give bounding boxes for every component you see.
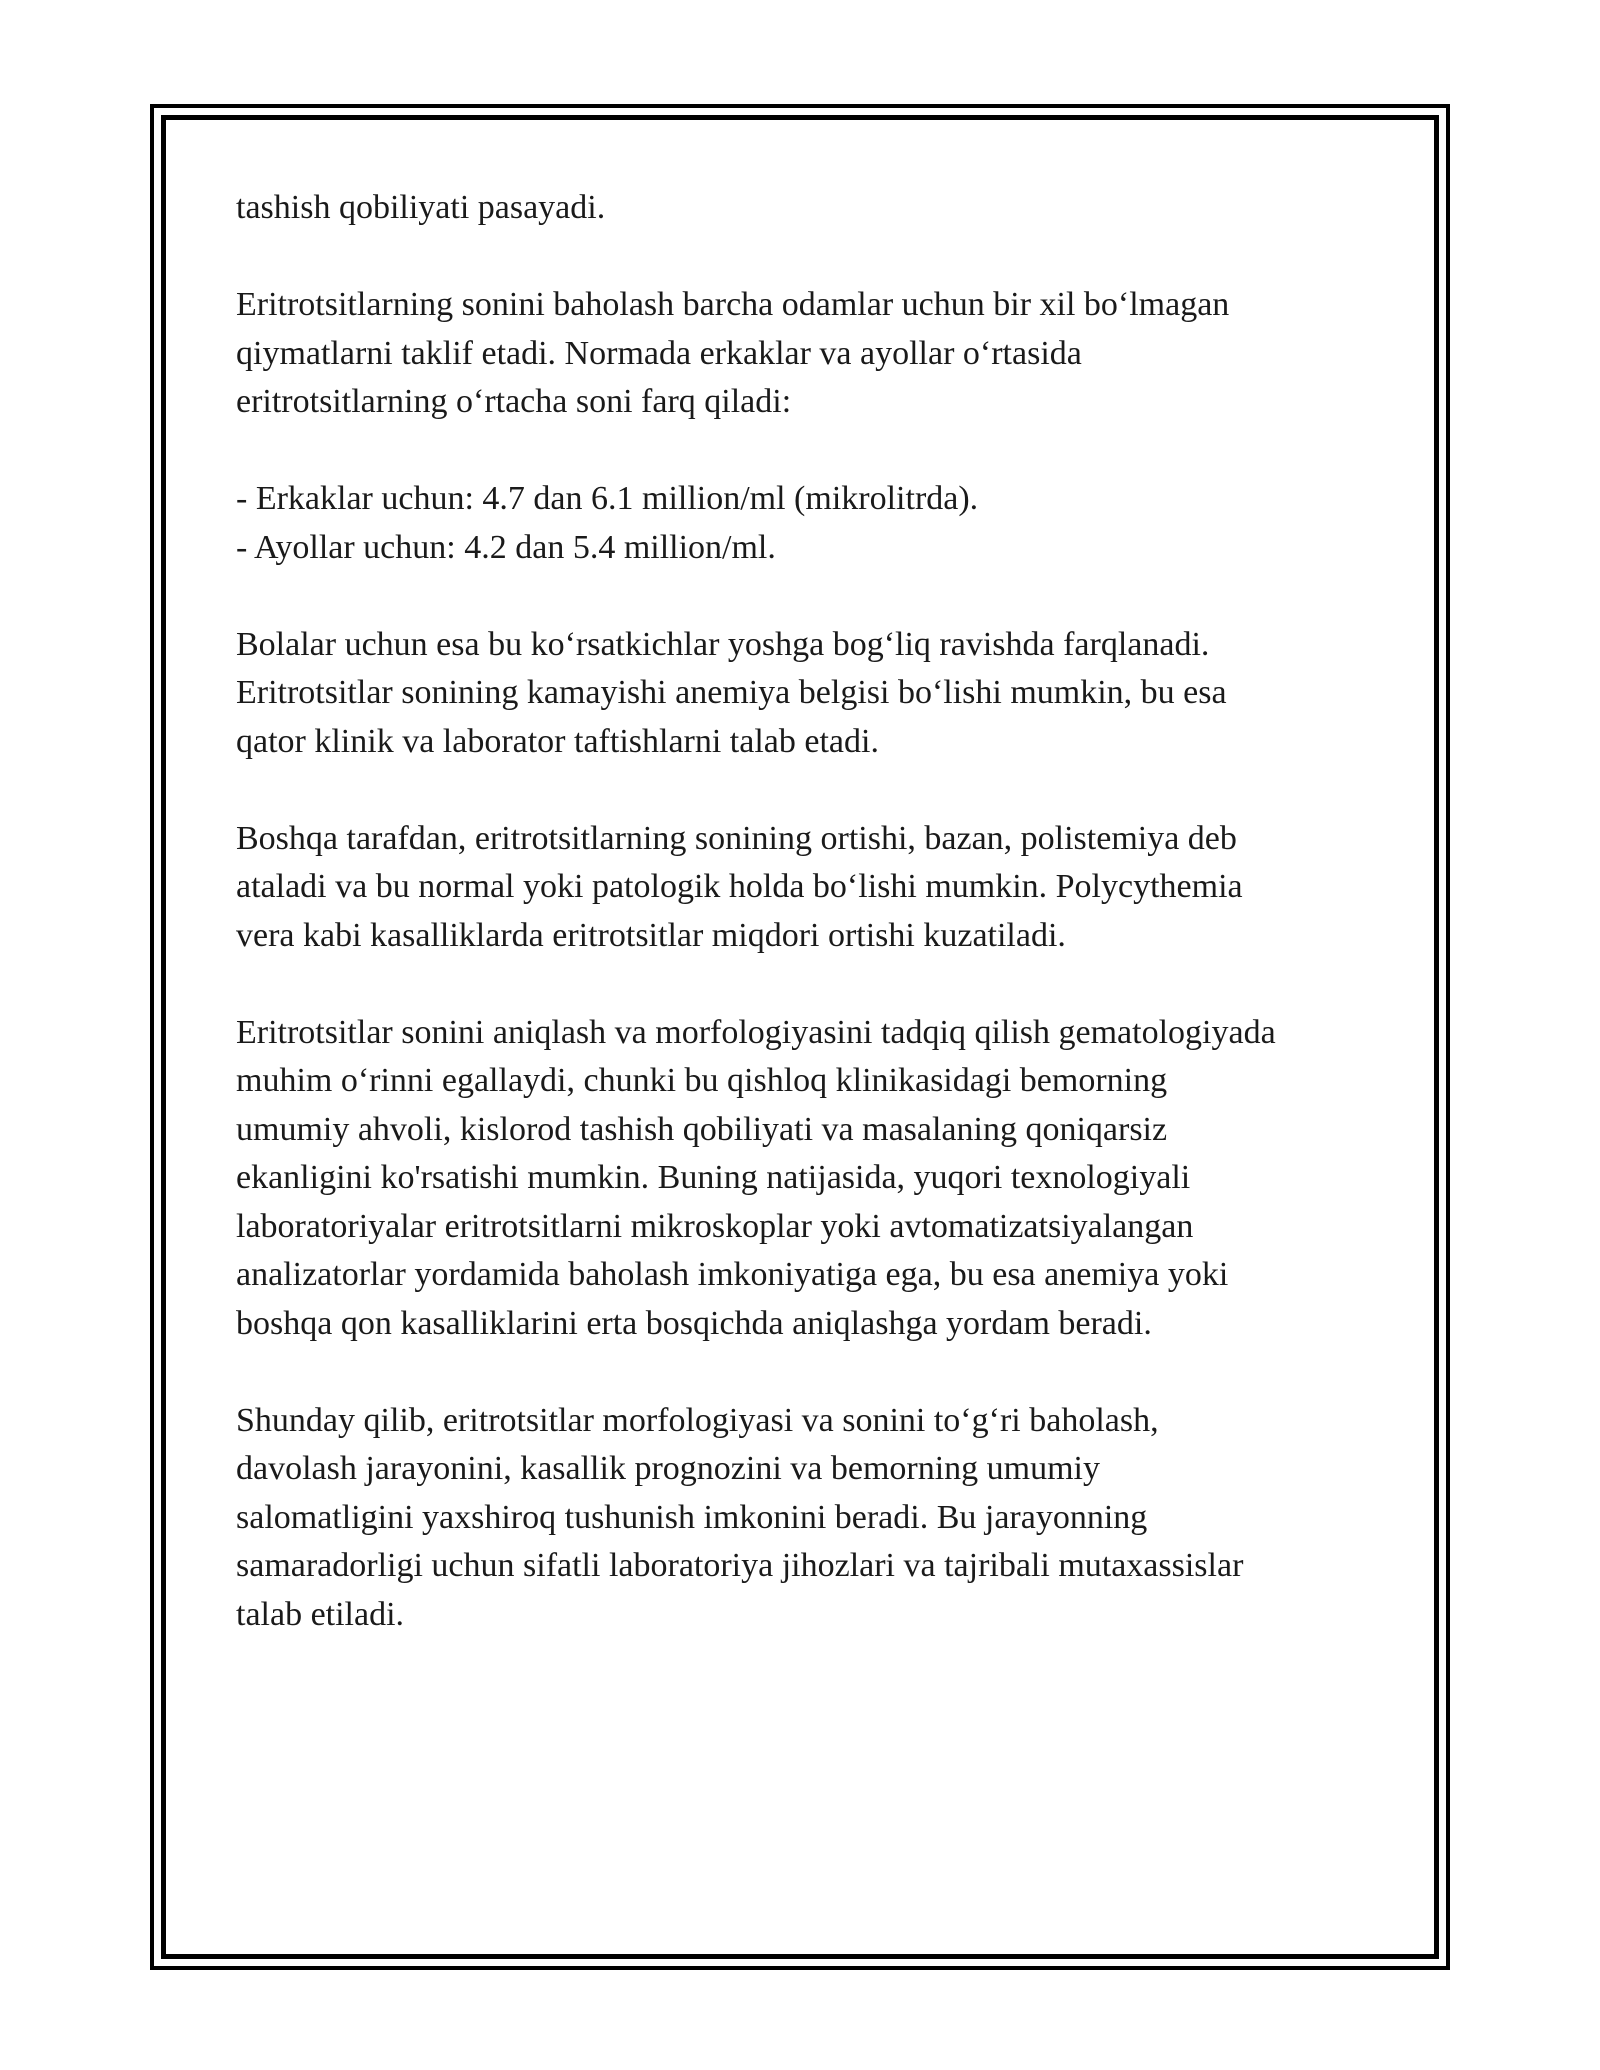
paragraph-conclusion: Shunday qilib, eritrotsitlar morfologiyasi va sonini to‘g‘ri baholash, davolash jarayonini, kasallik prognozini va bemorning umumiy salomatligini yaxshiroq tushunish imkonini beradi. Bu jarayonning samaradorligi uchun sifatli laboratoriya jihozlari va tajribali mutaxassislar talab etiladi. xyxy=(236,1401,1244,1633)
paragraph-continuation: tashish qobiliyati pasayadi. xyxy=(236,189,606,226)
paragraph-norms-list: - Erkaklar uchun: 4.7 dan 6.1 million/ml (mikrolitrda). - Ayollar uchun: 4.2 dan 5.4 million/ml. xyxy=(236,480,979,566)
paragraph-children-anemia: Bolalar uchun esa bu ko‘rsatkichlar yoshga bog‘liq ravishda farqlanadi. Eritrotsitlar sonining kamayishi anemiya belgisi bo‘lishi mumkin, bu esa qator klinik va laborator taftishlarni talab etadi. xyxy=(236,625,1227,760)
paragraph-norms-intro: Eritrotsitlarning sonini baholash barcha odamlar uchun bir xil bo‘lmagan qiymatlarni taklif etadi. Normada erkaklar va ayollar o‘rtasida eritrotsitlarning o‘rtacha soni farq qiladi: xyxy=(236,286,1230,420)
paragraph-polycythemia: Boshqa tarafdan, eritrotsitlarning sonining ortishi, bazan, polistemiya deb ataladi va bu normal yoki patologik holda bo‘lishi mumkin. Polycythemia vera kabi kasalliklarda eritrotsitlar miqdori ortishi kuzatiladi. xyxy=(236,819,1243,954)
document-body xyxy=(236,184,1376,1639)
paragraph-hematology: Eritrotsitlar sonini aniqlash va morfologiyasini tadqiq qilish gematologiyada muhim o‘rinni egallaydi, chunki bu qishloq klinikasidagi bemorning umumiy ahvoli, kislorod tashish qobiliyati va masalaning qoniqarsiz ekanligini ko'rsatishi mumkin. Buning natijasida, yuqori texnologiyali laboratoriyalar eritrotsitlarni mikroskoplar yoki avtomatizatsiyalangan analizatorlar yordamida baholash imkoniyatiga ega, bu esa anemiya yoki boshqa qon kasalliklarini erta bosqichda aniqlashga yordam beradi. xyxy=(236,1013,1276,1342)
